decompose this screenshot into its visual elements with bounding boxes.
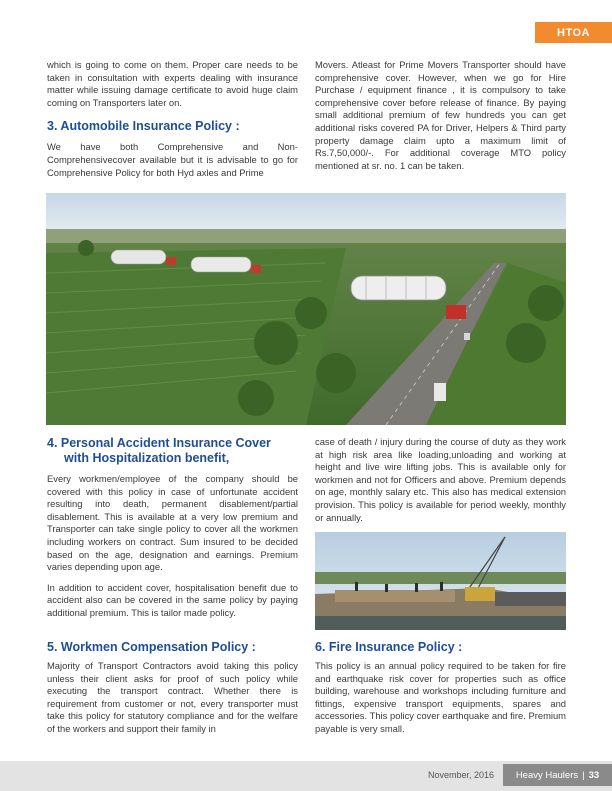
right-top-column: [315, 59, 566, 172]
section-3-continued: Movers. Atleast for Prime Movers Transporter should have comprehensive cover. However, when we go for Hire Purchase / equipment finance , it is compulsory to take comprehensive cover before release of finance. By paying small additional premium of few hundreds you can get additional risks covered PA for Driver, Helpers & Third party property damage claim upto a maximum limit of Rs.7,50,000/-. For additional coverage MTO policy mentioned at sr. no. 1 can be taken.: [315, 59, 566, 171]
section-tab: HTOA: [535, 22, 612, 43]
highway-trucks-photo: [46, 193, 566, 425]
section-4-paragraph-2: In addition to accident cover, hospitalisation benefit due to accident also can be covered in the same policy by paying additional premium. This is tailor made policy.: [47, 581, 298, 618]
footer-separator: |: [582, 769, 585, 781]
section-3-heading: 3. Automobile Insurance Policy :: [47, 119, 240, 134]
section-6-heading: 6. Fire Insurance Policy :: [315, 640, 463, 654]
page-number: 33: [588, 769, 600, 781]
footer-date: November, 2016: [427, 770, 494, 780]
left-top-column: [47, 59, 298, 179]
section-3-body: We have both Comprehensive and Non-Comprehensivecover available but it is advisable to go for Comprehensive Policy for both Hyd axles and Prime: [47, 141, 298, 178]
section-6-column: [315, 640, 566, 736]
section-5-body: Majority of Transport Contractors avoid taking this policy unless their client asks for proof of such policy while executing the transport contract. Whether there is requirement from customer or not, every transporter must take this policy for statutory compliance and for the welfare of the workers and support their family in: [47, 660, 298, 734]
barge-loading-image: [315, 532, 566, 630]
section-4-right-column: [315, 436, 566, 524]
continuation-paragraph: which is going to come on them. Proper care needs to be taken in consultation with experts dealing with insurance matter while issuing damage certificate to avoid huge claim coming on Transporters later on.: [47, 59, 298, 108]
footer-magazine-tag: [503, 764, 612, 786]
highway-trucks-image: [46, 193, 566, 425]
section-4-heading-line2: with Hospitalization benefit,: [64, 451, 230, 465]
section-4-continued: case of death / injury during the course of duty as they work at high risk area like loading,unloading and working at height and live wire lifting jobs. This is available only for workmen and not for Officers and above. Premium depends on age, monthly salary etc. This also has medical extension provision. This policy is available for period weekly, monthly or annually.: [315, 436, 566, 523]
barge-loading-photo: [315, 532, 566, 630]
section-4-heading-line1: 4. Personal Accident Insurance Cover: [47, 436, 271, 450]
section-4-paragraph-1: Every workmen/employee of the company should be covered with this policy in case of unfortunate accident resulting into death, permanent disablement/partial disablement. This is available at a very low premium and Transporter can take single policy to cover all the workmen including workers on contract. Sum insured to be decided based on the age, designation and earnings. Premium varies depending upon age.: [47, 473, 298, 573]
section-5-column: [47, 640, 298, 736]
page-footer: [0, 761, 612, 791]
section-6-body: This policy is an annual policy required to be taken for fire and earthquake risk cover for properties such as office building, warehouse and workshops including furniture and fittings, expensive transport equipments, spares and accessories. This policy cover earthquake and fire. Premium payable is very small.: [315, 660, 566, 734]
footer-magazine-name: Heavy Haulers: [515, 769, 579, 781]
section-5-heading: 5. Workmen Compensation Policy :: [47, 640, 256, 654]
section-4-column: [47, 436, 298, 620]
